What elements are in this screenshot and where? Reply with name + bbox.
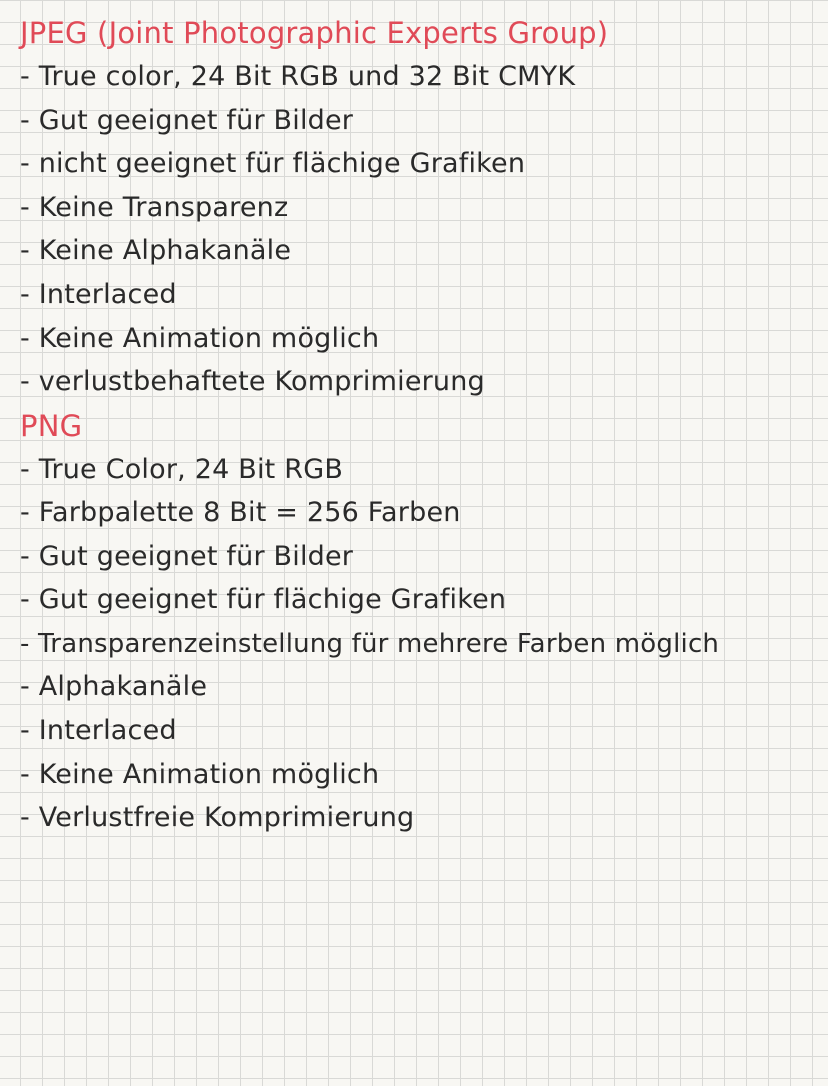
png-item-interlaced: - Interlaced bbox=[20, 715, 177, 746]
png-heading: PNG bbox=[20, 409, 83, 443]
jpeg-item-grafiken: - nicht geeignet für flächige Grafiken bbox=[20, 148, 526, 179]
png-item-komprimierung: - Verlustfreie Komprimierung bbox=[20, 802, 415, 833]
jpeg-item-interlaced: - Interlaced bbox=[20, 279, 177, 310]
png-item-alphakanaele: - Alphakanäle bbox=[20, 671, 208, 702]
jpeg-item-komprimierung: - verlustbehaftete Komprimierung bbox=[20, 366, 485, 397]
png-item-bilder: - Gut geeignet für Bilder bbox=[20, 541, 354, 572]
jpeg-item-alphakanaele: - Keine Alphakanäle bbox=[20, 235, 292, 266]
jpeg-item-bilder: - Gut geeignet für Bilder bbox=[20, 105, 354, 136]
jpeg-heading: JPEG (Joint Photographic Experts Group) bbox=[20, 16, 609, 50]
jpeg-item-color: - True color, 24 Bit RGB und 32 Bit CMYK bbox=[20, 61, 576, 92]
png-item-farbpalette: - Farbpalette 8 Bit = 256 Farben bbox=[20, 497, 461, 528]
png-item-animation: - Keine Animation möglich bbox=[20, 759, 380, 790]
jpeg-item-transparenz: - Keine Transparenz bbox=[20, 192, 289, 223]
jpeg-item-animation: - Keine Animation möglich bbox=[20, 323, 380, 354]
png-item-transparenz: - Transparenzeinstellung für mehrere Farben möglich bbox=[20, 629, 720, 659]
png-item-grafiken: - Gut geeignet für flächige Grafiken bbox=[20, 584, 507, 615]
png-item-color: - True Color, 24 Bit RGB bbox=[20, 454, 344, 485]
